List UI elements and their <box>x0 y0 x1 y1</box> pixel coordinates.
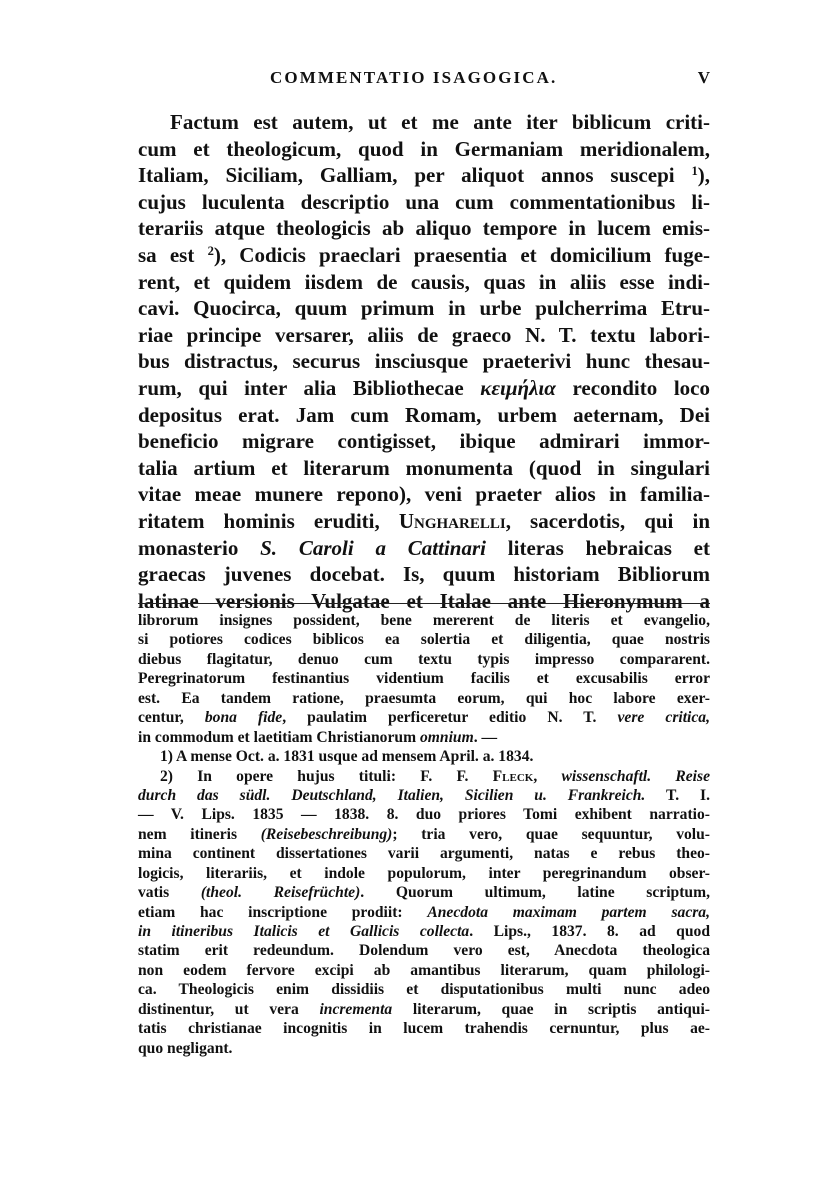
body-line: graecas juvenes docebat. Is, quum historiam Bibliorum <box>138 562 710 587</box>
body-line: vitae meae munere repono), veni praeter alios in familia- <box>138 482 710 507</box>
person-name: Ungharelli <box>398 508 506 533</box>
body-text: recondito loco <box>555 375 710 400</box>
running-header <box>138 68 710 90</box>
body-line: cavi. Quocirca, quum primum in urbe pulcherrima Etru- <box>138 296 710 321</box>
footnote-italic: (theol. Reisefrüchte) <box>200 884 361 902</box>
footnote-ref-2: 2 <box>207 244 214 259</box>
body-text: , sacerdotis, qui in <box>505 508 710 533</box>
body-line: Factum est autem, ut et me ante iter biblicum criti- <box>170 110 710 134</box>
footnote-italic: wissenschaftl. Reise <box>561 767 710 785</box>
body-text: Italiam, Siciliam, Galliam, per aliquot annos suscepi <box>138 163 675 188</box>
body-line: cujus luculenta descriptio una cum commentationibus li- <box>138 189 710 214</box>
body-line: beneficio migrare contigisset, ibique admirari immor- <box>138 429 710 454</box>
page-number: V <box>697 68 710 87</box>
footnote-line: tatis christianae incognitis in lucem trahendis cernuntur, plus ae- <box>138 1020 710 1038</box>
body-text: sa est <box>138 242 195 267</box>
footnote-line <box>138 786 710 805</box>
author-name: Fleck <box>492 767 534 785</box>
footnote-italic: (Reisebeschreibung) <box>260 825 393 843</box>
footnote-italic: in itineribus Italicis et Gallicis collecta <box>138 923 470 940</box>
footnote-text: distinentur, ut vera <box>138 1000 320 1018</box>
footnote-text: vatis <box>138 884 201 902</box>
footnote-italic: vere critica, <box>617 709 710 727</box>
footnotes <box>138 611 710 1058</box>
footnote-text: . — <box>473 728 498 746</box>
footnote-line <box>138 825 710 844</box>
footnote-italic: bona fide <box>204 709 283 727</box>
footnote-text: . Quorum ultimum, latine scriptum, <box>360 884 710 902</box>
footnote-italic: Anecdota maximam partem sacra, <box>427 903 710 921</box>
footnote-text: in commodum et laetitiam Christianorum <box>138 728 420 746</box>
footnote-text: ; tria vero, quae sequuntur, volu- <box>392 825 710 843</box>
body-line: riae principe versarer, aliis de graeco N. T. textu labori- <box>138 322 710 347</box>
footnote-text: etiam hac inscriptione prodiit: <box>138 903 428 921</box>
main-text <box>138 109 710 614</box>
body-line <box>138 535 710 562</box>
body-text: ), Codicis praeclari praesentia et domicilium fuge- <box>213 242 711 267</box>
body-line: bus distractus, securus insciusque praeterivi hunc thesau- <box>138 349 710 374</box>
footnote-text: , paulatim perficeretur editio N. T. <box>282 709 618 727</box>
footnote-divider <box>138 603 710 604</box>
footnote-line: est. Ea tandem ratione, praesumta eorum, qui hoc labore exer- <box>138 689 710 707</box>
body-text: ritatem hominis eruditi, <box>138 508 380 533</box>
body-line: rent, et quidem iisdem de causis, quas in aliis esse indi- <box>138 269 710 294</box>
footnote-line: diebus flagitatur, denuo cum textu typis impresso compararent. <box>138 650 710 668</box>
footnote-text: T. I. <box>645 786 710 804</box>
place-name: S. Caroli a Cattinari <box>260 535 486 560</box>
footnote-line: non eodem fervore excipi ab amantibus literarum, quam philologi- <box>138 961 710 979</box>
footnote-line: logicis, literariis, et indole populorum, inter peregrinandum obser- <box>138 864 710 882</box>
footnote-line: ca. Theologicis enim dissidiis et disputationibus multi nunc adeo <box>138 981 710 999</box>
footnote-line: Peregrinatorum festinantius videntium facilis et excusabilis error <box>138 670 710 688</box>
body-line <box>138 375 710 402</box>
body-line: terariis atque theologicis ab aliquo tempore in lucem emis- <box>138 216 710 241</box>
running-title: COMMENTATIO ISAGOGICA. <box>270 68 558 87</box>
footnote-line: si potiores codices biblicos ea solertia et diligentia, quae nostris <box>138 631 710 649</box>
body-text: monasterio <box>138 535 239 560</box>
footnote-line <box>138 922 710 941</box>
footnote-text: 2) In opere hujus tituli: F. F. <box>160 767 493 785</box>
footnote-line: statim erit redeundum. Dolendum vero est, Anecdota theologica <box>138 942 710 960</box>
footnote-1: 1) A mense Oct. a. 1831 usque ad mensem April. a. 1834. <box>160 748 534 766</box>
body-line: depositus erat. Jam cum Romam, urbem aeternam, Dei <box>138 402 710 427</box>
footnote-line <box>138 1000 710 1019</box>
footnote-line <box>138 708 710 727</box>
body-text: ), <box>697 163 711 188</box>
footnote-line <box>138 903 710 922</box>
footnote-text: . Lips., 1837. 8. ad quod <box>469 923 710 940</box>
footnote-text: , <box>533 767 562 785</box>
footnote-text: nem itineris <box>138 825 261 843</box>
body-text: rum, qui inter alia Bibliothecae <box>138 375 464 400</box>
footnote-2 <box>138 767 710 786</box>
footnote-italic: omnium <box>419 728 474 746</box>
footnote-line: — V. Lips. 1835 — 1838. 8. duo priores Tomi exhibent narratio- <box>138 806 710 824</box>
body-line: cum et theologicum, quod in Germaniam meridionalem, <box>138 136 710 161</box>
footnote-line <box>138 728 710 747</box>
footnote-italic: durch das südl. Deutschland, Italien, Sicilien u. Frankreich. <box>138 786 646 804</box>
body-line <box>138 508 710 535</box>
footnote-line: quo negligant. <box>138 1039 233 1057</box>
body-line: latinae versionis Vulgatae et Italae ante Hieronymum a <box>138 588 710 613</box>
footnote-line: librorum insignes possident, bene mererent de literis et evangelio, <box>138 612 710 629</box>
footnote-italic: incrementa <box>319 1000 393 1018</box>
footnote-line: mina continent dissertationes varii argumenti, natas e rebus theo- <box>138 845 710 863</box>
body-text: literas hebraicas et <box>485 535 710 560</box>
body-line <box>138 162 710 189</box>
footnote-text: literarum, quae in scriptis antiqui- <box>392 1000 710 1018</box>
body-line: talia artium et literarum monumenta (quod in singulari <box>138 455 710 480</box>
body-line <box>138 242 710 269</box>
greek-word: κειμήλια <box>480 375 556 400</box>
footnote-ref-1: 1 <box>691 164 698 179</box>
footnote-line <box>138 883 710 902</box>
footnote-text: centur, <box>138 709 205 727</box>
